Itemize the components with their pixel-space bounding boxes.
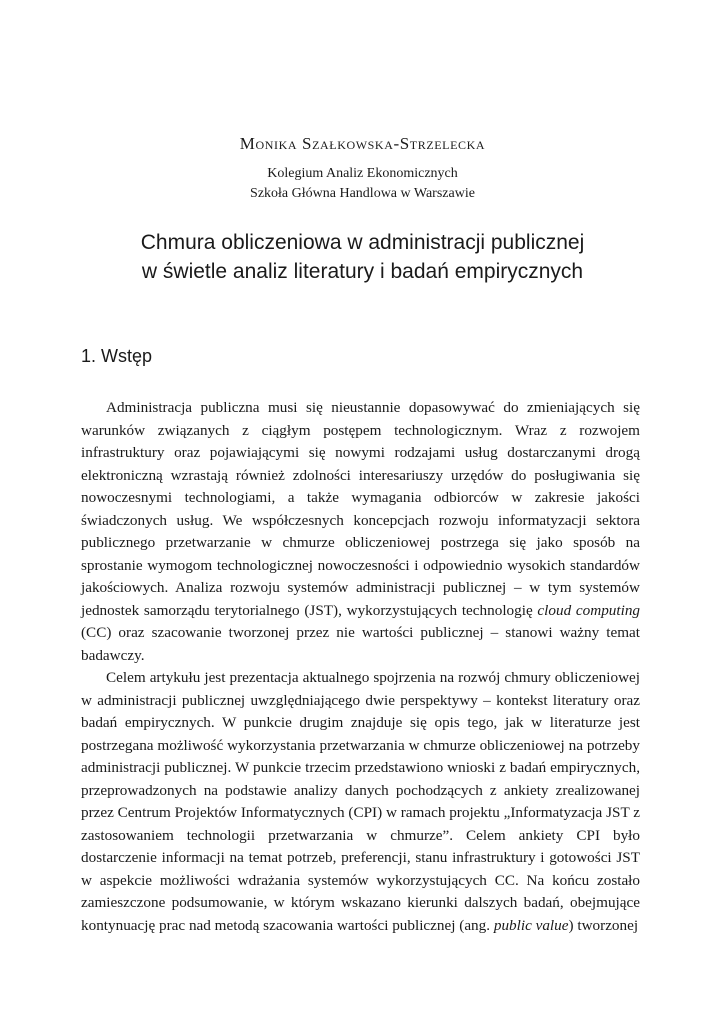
affiliation-university: Szkoła Główna Handlowa w Warszawie bbox=[250, 186, 475, 201]
paragraph-text: Administracja publiczna musi się nieustannie dopasowywać do zmieniających się warunków związanych z ciągłym postępem technologicznym. Wraz z rozwojem infrastruktury oraz pojawiającymi się nowymi rodzajami usług dostarczanymi drogą elektroniczną wzrastają również zdolności interesariuszy urzędów do posługiwania się nowoczesnymi technologiami, a także wymagania odbiorców w zakresie jakości świadczonych usług. We współczesnych koncepcjach rozwoju informatyzacji sektora publicznego przetwarzanie w chmurze obliczeniowej postrzega się jako sposób na sprostanie wymogom technologicznej nowoczesności i odpowiednio wysokich standardów jakościowych. Analiza rozwoju systemów administracji publicznej – w tym systemów jednostek samorządu terytorialnego (JST), wykorzystujących technologię bbox=[81, 399, 640, 619]
paragraph-text: (CC) oraz szacowanie tworzonej przez nie wartości publicznej – stanowi ważny temat badawczy. bbox=[81, 624, 640, 664]
article-title-line-2: w świetle analiz literatury i badań empirycznych bbox=[141, 260, 584, 283]
italic-term: public value bbox=[493, 916, 569, 934]
italic-term: cloud computing bbox=[537, 601, 641, 619]
paragraph-text: Celem artykułu jest prezentacja aktualnego spojrzenia na rozwój chmury obliczeniowej w administracji publicznej uwzględniającego dwie perspektywy – kontekst literatury oraz badań empirycznych. W punkcie drugim znajduje się opis tego, jak w literaturze jest postrzegana możliwość wykorzystania przetwarzania w chmurze obliczeniowej na potrzeby administracji publicznej. W punkcie trzecim przedstawiono wnioski z badań empirycznych, przeprowadzonych na podstawie analizy danych pochodzących z ankiety zrealizowanej przez Centrum Projektów Informatycznych (CPI) w ramach projektu „Informatyzacja JST z zastosowaniem technologii przetwarzania w chmurze”. Celem ankiety CPI było dostarczenie informacji na temat potrzeb, preferencji, stanu infrastruktury i gotowości JST w aspekcie możliwości wdrażania systemów wykorzystujących CC. Na końcu zostało zamieszczone podsumowanie, w którym wskazano kierunki dalszych badań, obejmujące kontynuację prac nad metodą szacowania wartości publicznej (ang. bbox=[81, 669, 640, 934]
article-title-line-1: Chmura obliczeniowa w administracji publicznej bbox=[140, 231, 585, 254]
section-heading: 1. Wstęp bbox=[81, 346, 153, 366]
affiliation-college: Kolegium Analiz Ekonomicznych bbox=[267, 166, 458, 181]
paragraph bbox=[81, 397, 640, 667]
paragraph bbox=[81, 667, 640, 937]
article-title bbox=[0, 228, 725, 286]
paragraph-text: ) tworzonej bbox=[568, 916, 639, 934]
article-body bbox=[81, 397, 640, 937]
author-name: Monika Szałkowska-Strzelecka bbox=[239, 134, 486, 153]
author-affiliation bbox=[0, 164, 725, 204]
